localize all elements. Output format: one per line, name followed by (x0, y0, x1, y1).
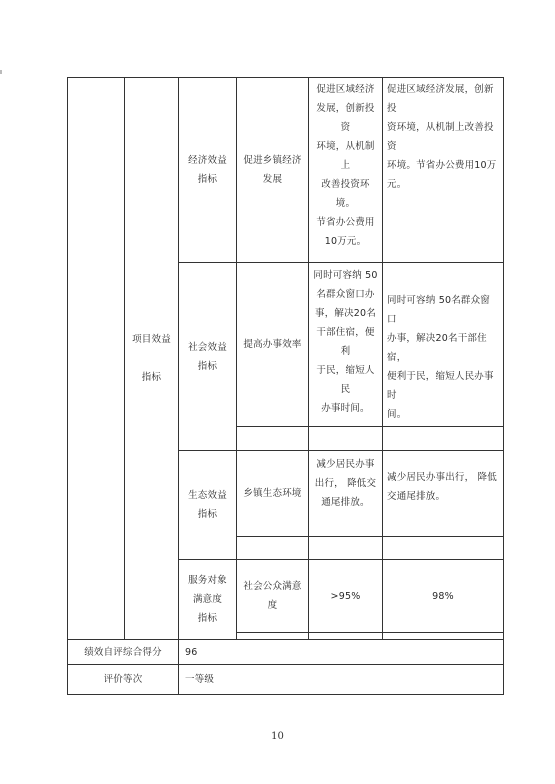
actual-value-cell: 同时可容纳 50名群众窗口 办事，解决20名干部住宿， 便利于民，缩短人民办事时 间。 (387, 295, 494, 420)
target-value-cell: 同时可容纳 50 名群众窗口办 事，解决20名 干部住宿，便利 于民，缩短人民 办事时间。 (313, 270, 378, 414)
page-edge-mark (0, 70, 2, 74)
table-line (503, 77, 504, 695)
score-label: 绩效自评综合得分 (84, 646, 162, 658)
indicator-type-cell: 服务对象 满意度 指标 (188, 575, 227, 624)
table-line (67, 77, 68, 695)
indicator-name-cell: 提高办事效率 (243, 339, 302, 350)
actual-value-cell: 促进区域经济发展，创新投 资环境，从机制上改善投资 环境。节省办公费用10万 元。 (387, 84, 497, 190)
actual-value-cell: 98% (432, 590, 454, 602)
target-value-cell: >95% (330, 590, 361, 602)
indicator-name-cell: 社会公众满意 度 (243, 581, 302, 611)
grade-label: 评价等次 (103, 674, 143, 685)
table-line (67, 694, 504, 695)
actual-value-cell: 减少居民办事出行， 降低 交通尾排放。 (387, 472, 497, 502)
page-number: 10 (271, 731, 284, 742)
table-line (236, 536, 504, 537)
table-line (236, 632, 504, 633)
indicator-type-cell: 社会效益 指标 (188, 341, 227, 372)
table-line (236, 426, 504, 427)
target-value-cell: 减少居民办事 出行， 降低交 通尾排放。 (314, 459, 377, 508)
category-cell: 项目效益 指标 (132, 334, 171, 383)
indicator-type-cell: 生态效益 指标 (188, 490, 227, 520)
target-value-cell: 促进区域经济 发展，创新投资 环境，从机制上 改善投资环境。 节省办公费用 10万元。 (316, 84, 375, 247)
indicator-type-cell: 经济效益 指标 (188, 155, 227, 185)
indicator-name-cell: 乡镇生态环境 (243, 488, 302, 499)
score-value: 96 (185, 647, 198, 658)
indicator-name-cell: 促进乡镇经济 发展 (243, 155, 302, 185)
grade-value: 一等级 (185, 674, 215, 685)
